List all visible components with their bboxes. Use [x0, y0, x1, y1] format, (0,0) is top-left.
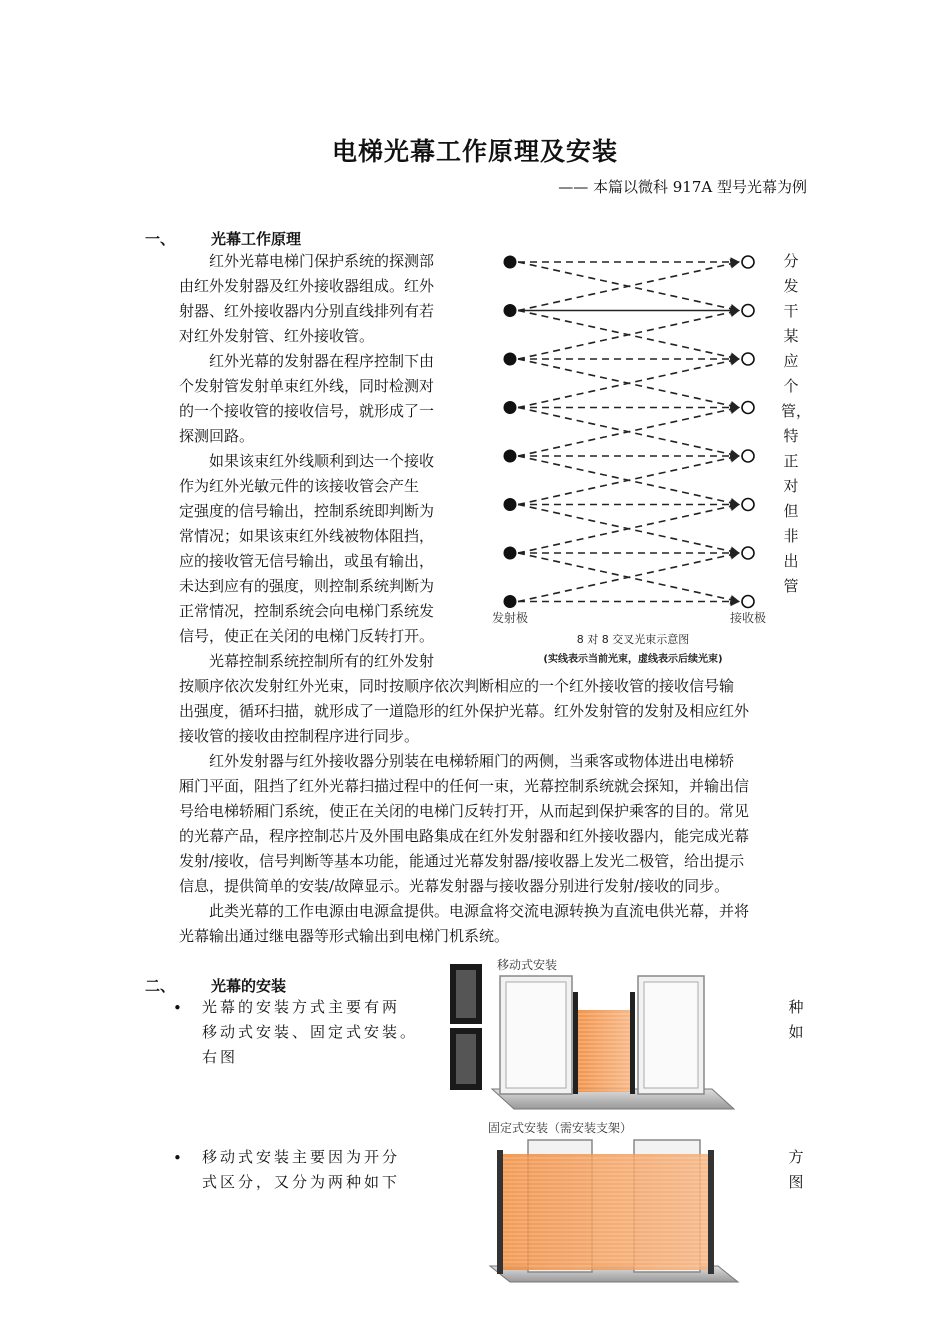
- text-fragment: 正: [783, 452, 799, 470]
- text-line: 常情况；如果该束红外线被物体阻挡，: [179, 527, 435, 545]
- installation-illustration: [442, 954, 742, 1284]
- text-line: 定强度的信号输出，控制系统即判断为: [179, 502, 435, 520]
- bullet2-right: [786, 1145, 810, 1195]
- emitter-dot: [504, 595, 517, 608]
- mobile-install-image: [450, 957, 734, 1109]
- text-line: 光幕输出通过继电器等形式输出到电梯门机系统。: [179, 927, 510, 945]
- receiver-dot: [742, 402, 754, 414]
- text-line: 的一个接收管的接收信号，就形成了一: [179, 402, 435, 420]
- text-fragment: 干: [783, 302, 799, 320]
- text-line: 出强度，循环扫描，就形成了一道隐形的红外保护光幕。红外发射管的发射及相应红外: [179, 702, 750, 720]
- fixed-install-label: 固定式安装（需安装支架）: [488, 1121, 633, 1135]
- text-line: 应的接收管无信号输出，或虽有输出，: [179, 552, 435, 570]
- text-line: 对红外发射管、红外接收管。: [179, 327, 375, 345]
- text-line: 此类光幕的工作电源由电源盒提供。电源盒将交流电源转换为直流电供光幕，并将: [179, 902, 750, 920]
- bullet2-text: [202, 1145, 432, 1195]
- receiver-dot: [742, 353, 754, 365]
- section2-heading: 光幕的安装: [211, 977, 287, 995]
- text-line: 光幕的安装方式主要有两: [202, 998, 401, 1016]
- text-line: 个发射管发射单束红外线，同时检测对: [179, 377, 435, 395]
- text-fragment: 但: [783, 502, 799, 520]
- bullet-1: •: [173, 999, 182, 1017]
- figure1-caption: 8 对 8 交叉光束示意图: [576, 633, 690, 646]
- cross-beam-diagram: [490, 246, 780, 666]
- text-line: 式区分，又分为两种如下: [202, 1173, 401, 1191]
- section2-number: 二、: [145, 977, 176, 995]
- text-line: 未达到应有的强度，则控制系统判断为: [179, 577, 435, 595]
- text-line: 红外发射器与红外接收器分别装在电梯轿厢门的两侧，当乘客或物体进出电梯轿: [179, 752, 735, 770]
- text-line: 右图: [202, 1048, 239, 1066]
- receiver-dots: [742, 256, 754, 608]
- text-line: 移动式安装、固定式安装。: [202, 1023, 419, 1041]
- emitter-dot: [504, 498, 517, 511]
- emitter-dot: [504, 450, 517, 463]
- text-fragment: 某: [783, 327, 799, 345]
- text-line: 移动式安装主要因为开分: [202, 1148, 401, 1166]
- emitter-dot: [504, 256, 517, 269]
- text-line: 信息，提供简单的安装/故障显示。光幕发射器与接收器分别进行发射/接收的同步。: [179, 877, 730, 895]
- text-line: 接收管的接收由控制程序进行同步。: [179, 727, 420, 745]
- paragraph: [179, 749, 819, 899]
- emitter-dot: [504, 353, 517, 366]
- receiver-dot: [742, 596, 754, 608]
- text-line: 探测回路。: [179, 427, 255, 445]
- text-fragment: 对: [783, 477, 799, 495]
- receiver-label: 接收极: [730, 611, 767, 625]
- text-fragment: 方: [788, 1148, 804, 1166]
- text-fragment: 分: [783, 252, 799, 270]
- text-line: 作为红外光敏元件的该接收管会产生: [179, 477, 420, 495]
- emitter-dot: [504, 304, 517, 317]
- text-line: 信号，使正在关闭的电梯门反转打开。: [179, 627, 435, 645]
- paragraph: [179, 674, 819, 749]
- page-subtitle: —— 本篇以微科 917A 型号光幕为例: [558, 178, 807, 196]
- text-line: 厢门平面，阻挡了红外光幕扫描过程中的任何一束，光幕控制系统就会探知，并输出信: [179, 777, 750, 795]
- mobile-install-label: 移动式安装: [497, 958, 558, 972]
- text-line: 由红外发射器及红外接收器组成。红外: [179, 277, 435, 295]
- text-line: 如果该束红外线顺利到达一个接收: [179, 452, 435, 470]
- page-title: 电梯光幕工作原理及安装: [331, 137, 618, 166]
- text-fragment: 种: [788, 998, 804, 1016]
- section1-right-column: [781, 249, 821, 599]
- text-line: 的光幕产品，程序控制芯片及外围电路集成在红外发射器和红外接收器内，能完成光幕: [179, 827, 750, 845]
- section1-heading: 光幕工作原理: [211, 230, 302, 248]
- receiver-dot: [742, 450, 754, 462]
- paragraph: [179, 899, 819, 949]
- text-fragment: 应: [783, 352, 799, 370]
- text-line: 射器、红外接收器内分别直线排列有若: [179, 302, 435, 320]
- text-fragment: 如: [788, 1023, 804, 1041]
- text-fragment: 出: [783, 552, 799, 570]
- emitter-label: 发射极: [492, 611, 529, 625]
- text-fragment: 发: [783, 277, 799, 295]
- text-line: 光幕控制系统控制所有的红外发射: [179, 652, 435, 670]
- text-line: 按顺序依次发射红外光束，同时按顺序依次判断相应的一个红外接收管的接收信号输: [179, 677, 735, 695]
- section1-body: [179, 674, 819, 949]
- section1-number: 一、: [145, 230, 176, 248]
- text-fragment: 管: [783, 577, 799, 595]
- text-line: 号给电梯轿厢门系统，使正在关闭的电梯门反转打开，从而起到保护乘客的目的。常见: [179, 802, 750, 820]
- receiver-dot: [742, 256, 754, 268]
- text-line: 红外光幕电梯门保护系统的探测部: [179, 252, 435, 270]
- beam-lines: [518, 262, 739, 602]
- bullet-2: •: [173, 1149, 182, 1167]
- text-line: 正常情况，控制系统会向电梯门系统发: [179, 602, 435, 620]
- text-fragment: 图: [788, 1173, 804, 1191]
- bullet1-right: [786, 995, 810, 1045]
- receiver-dot: [742, 499, 754, 511]
- text-line: 发射/接收，信号判断等基本功能，能通过光幕发射器/接收器上发光二极管，给出提示: [179, 852, 745, 870]
- receiver-dot: [742, 305, 754, 317]
- bullet1-text: [202, 995, 432, 1070]
- section1-left-column: [179, 249, 479, 674]
- text-line: 红外光幕的发射器在程序控制下由: [179, 352, 435, 370]
- text-fragment: 特: [783, 427, 799, 445]
- emitter-dots: [504, 256, 517, 609]
- receiver-dot: [742, 547, 754, 559]
- text-fragment: 管，: [781, 402, 812, 420]
- text-fragment: 非: [783, 527, 799, 545]
- text-fragment: 个: [783, 377, 799, 395]
- fixed-install-image: [488, 1120, 738, 1282]
- emitter-dot: [504, 401, 517, 414]
- emitter-dot: [504, 547, 517, 560]
- figure1-caption-note: (实线表示当前光束，虚线表示后续光束): [543, 654, 723, 665]
